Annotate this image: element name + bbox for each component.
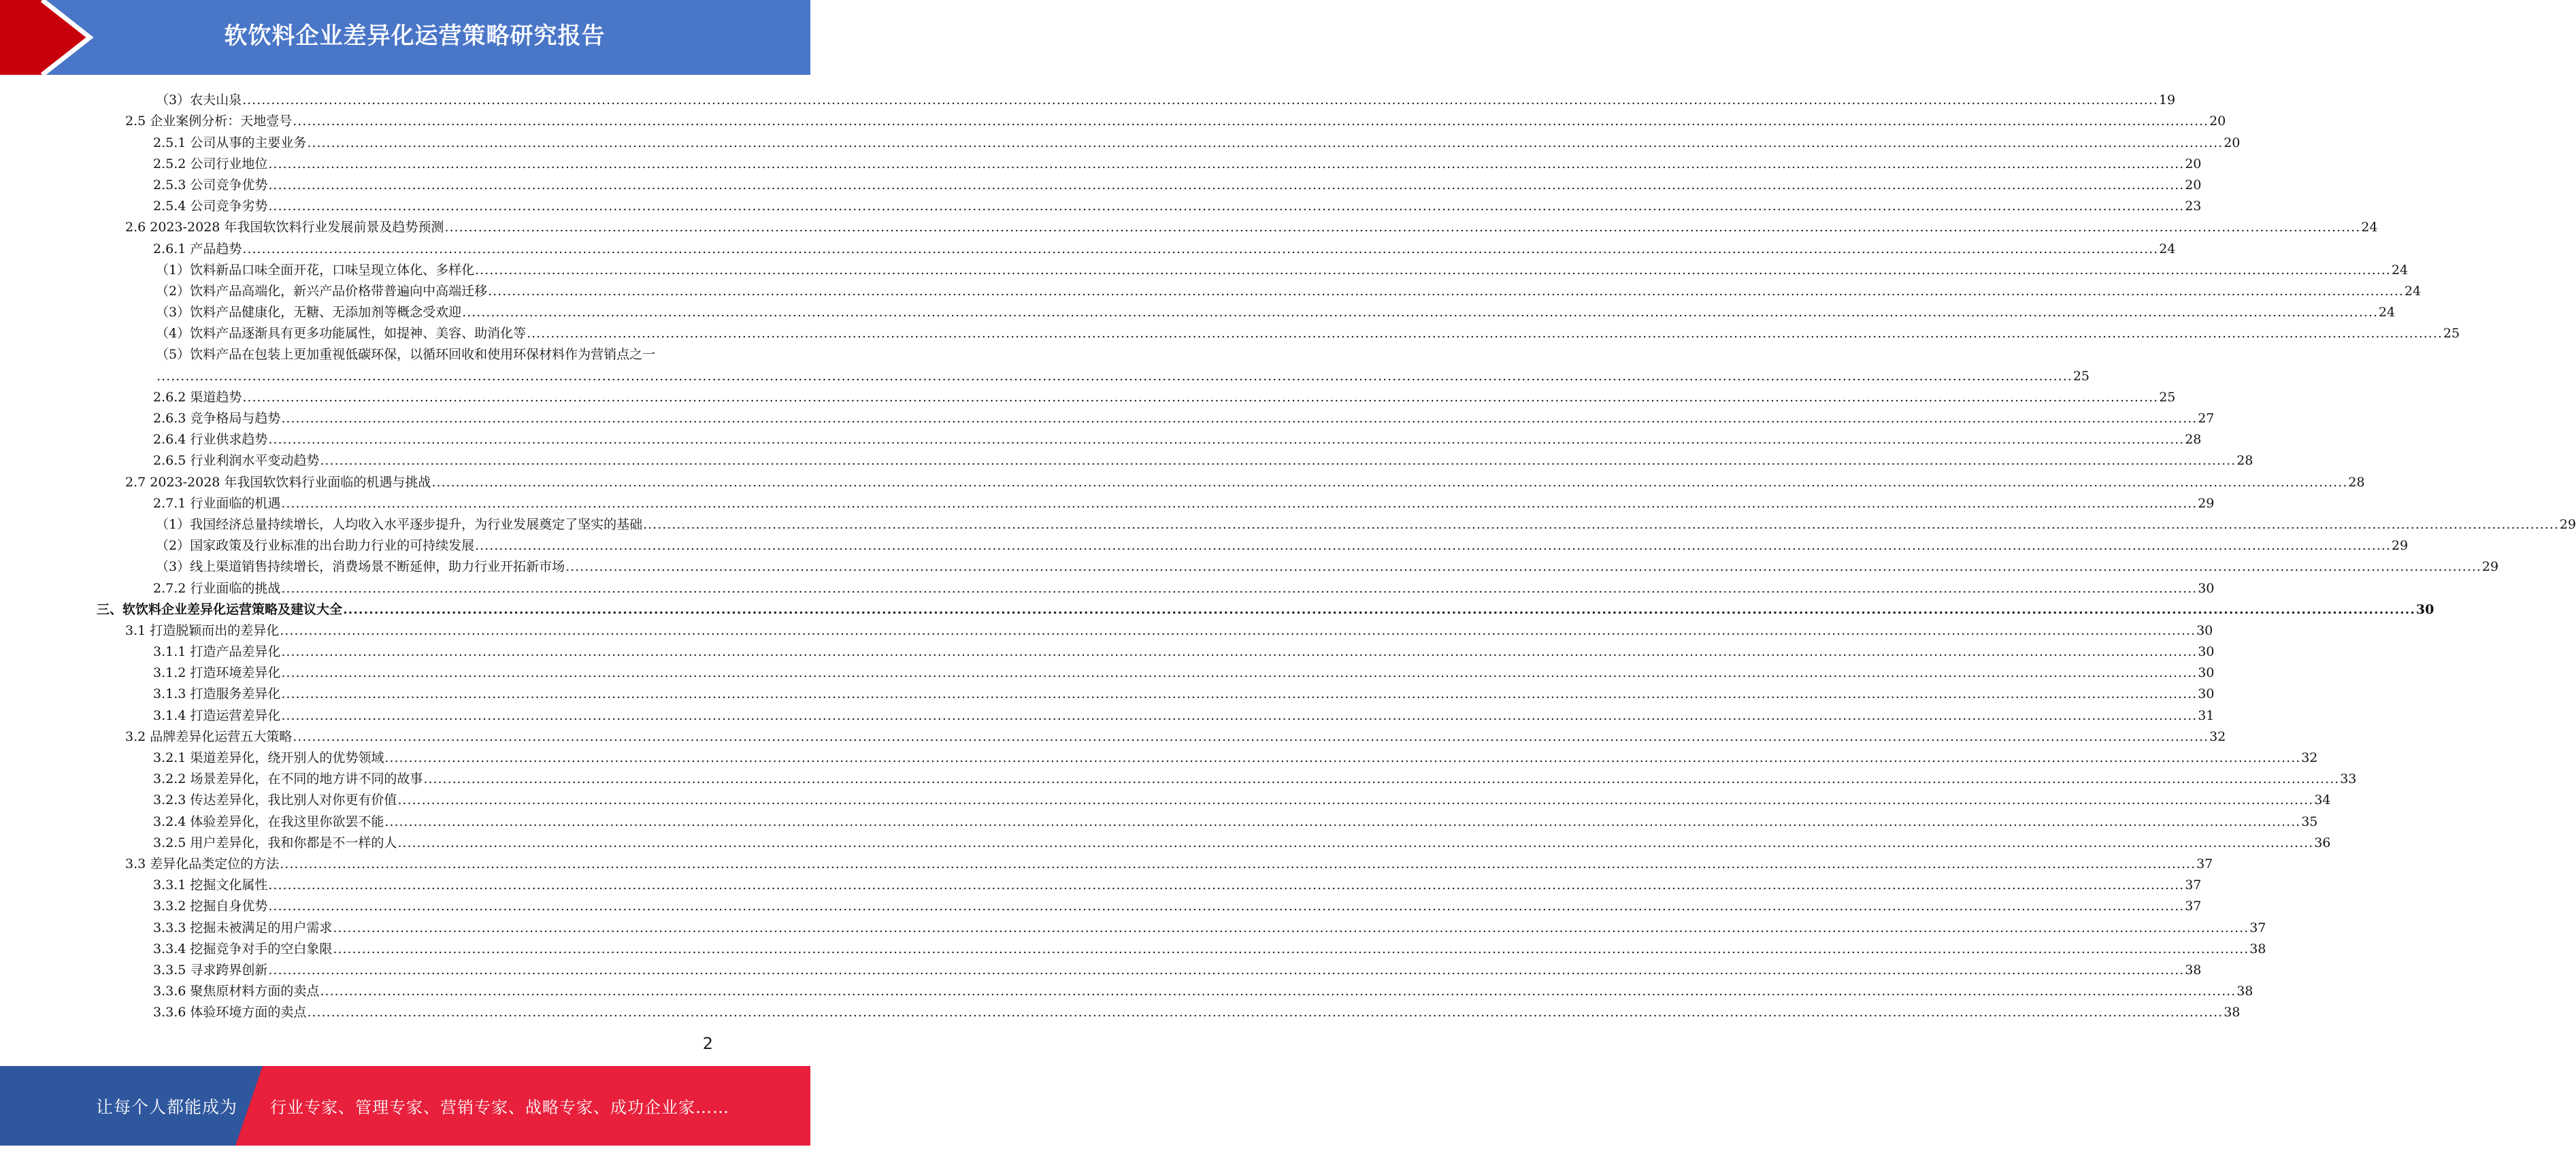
toc-entry-title: 2.6 2023-2028 年我国软饮料行业发展前景及趋势预测: [125, 220, 444, 235]
toc-entry-page: 30: [2196, 622, 2213, 638]
toc-entry-title: 2.6.3 竞争格局与趋势: [153, 411, 281, 426]
toc-leader-dots: ................................................................................................................................................................................................................................................................................................................................................................................................................: [384, 814, 2301, 829]
toc-entry-page: 25: [2443, 326, 2460, 342]
page-header: [0, 0, 810, 75]
toc-entry-title: 2.7.2 行业面临的挑战: [153, 580, 281, 596]
toc-entry[interactable]: [0, 935, 2266, 956]
toc-entry[interactable]: [0, 723, 2226, 744]
toc-entry-title: 2.7 2023-2028 年我国软饮料行业面临的机遇与挑战: [125, 474, 431, 490]
toc-leader-dots: ................................................................................................................................................................................................................................................................................................................................................................................................................: [242, 93, 2158, 108]
toc-entry[interactable]: [0, 511, 2576, 532]
toc-entry-page: 19: [2158, 93, 2176, 108]
toc-entry-title: 2.7.1 行业面临的机遇: [153, 495, 281, 511]
toc-entry[interactable]: [0, 256, 2409, 278]
toc-entry-page: 24: [2404, 283, 2422, 299]
toc-entry-page: 38: [2249, 941, 2266, 956]
toc-entry[interactable]: [0, 786, 2331, 808]
toc-entry-page: 30: [2198, 686, 2215, 702]
toc-entry-title: 2.5 企业案例分析：天地壹号: [125, 114, 293, 129]
toc-entry[interactable]: [0, 829, 2331, 850]
toc-entry-page: 20: [2209, 114, 2226, 129]
toc-entry-page: 32: [2209, 729, 2226, 744]
toc-leader-dots: ................................................................................................................................................................................................................................................................................................................................................................................................................: [281, 665, 2198, 681]
toc-leader-dots: ................................................................................................................................................................................................................................................................................................................................................................................................................: [268, 432, 2185, 448]
toc-entry-title: 三、软饮料企业差异化运营策略及建议大全: [97, 601, 343, 617]
toc-entry-title: （2）饮料产品高端化，新兴产品价格带普遍向中高端迁移: [156, 283, 488, 299]
toc-entry-page: 37: [2249, 920, 2266, 935]
toc-leader-dots: ................................................................................................................................................................................................................................................................................................................................................................................................................: [268, 199, 2185, 214]
toc-leader-dots: ................................................................................................................................................................................................................................................................................................................................................................................................................: [444, 220, 2361, 235]
toc-entry[interactable]: [0, 914, 2266, 935]
toc-leader-dots: ................................................................................................................................................................................................................................................................................................................................................................................................................: [268, 878, 2185, 893]
toc-entry-title: 3.2.4 体验差异化，在我这里你欲罢不能: [153, 814, 384, 829]
toc-entry[interactable]: [0, 278, 2422, 299]
toc-entry-title: 3.2.3 传达差异化，我比别人对你更有价值: [153, 793, 397, 808]
toc-entry-title: （3）线上渠道销售持续增长，消费场景不断延伸，助力行业开拓新市场: [156, 559, 565, 575]
toc-leader-dots: ................................................................................................................................................................................................................................................................................................................................................................................................................: [281, 644, 2198, 660]
toc-entry-page: 37: [2185, 899, 2202, 914]
toc-entry-page: 25: [2159, 389, 2176, 405]
page-number: 2: [702, 1034, 713, 1053]
toc-entry[interactable]: [0, 129, 2241, 150]
toc-entry-title: 3.3.4 挖掘竞争对手的空白象限: [153, 941, 333, 956]
toc-entry-page: 24: [2391, 262, 2409, 278]
toc-entry[interactable]: [0, 171, 2202, 193]
toc-entry[interactable]: [0, 384, 2176, 405]
toc-entry[interactable]: [0, 680, 2215, 702]
toc-entry-title: （5）饮料产品在包装上更加重视低碳环保，以循环回收和使用环保材料作为营销点之一: [156, 347, 656, 363]
toc-leader-dots: ................................................................................................................................................................................................................................................................................................................................................................................................................: [280, 856, 2196, 871]
toc-entry-title: 2.5.4 公司竞争劣势: [153, 199, 268, 214]
toc-entry-page: 24: [2378, 305, 2396, 320]
table-of-contents: [0, 86, 2576, 1020]
toc-entry-page: 25: [2073, 368, 2090, 384]
toc-entry-title: （2）国家政策及行业标准的出台助力行业的可持续发展: [156, 538, 475, 554]
toc-leader-dots: ................................................................................................................................................................................................................................................................................................................................................................................................................: [423, 771, 2340, 787]
toc-entry-title: 3.2 品牌差异化运营五大策略: [125, 729, 293, 744]
toc-entry[interactable]: [0, 850, 2213, 871]
toc-entry[interactable]: [0, 235, 2176, 256]
toc-leader-dots: ................................................................................................................................................................................................................................................................................................................................................................................................................: [397, 793, 2314, 808]
toc-leader-dots: ................................................................................................................................................................................................................................................................................................................................................................................................................: [280, 622, 2196, 638]
toc-entry-page: 34: [2314, 793, 2331, 808]
toc-entry-title: （3）饮料产品健康化，无糖、无添加剂等概念受欢迎: [156, 305, 462, 320]
toc-entry-page: 29: [2198, 495, 2215, 511]
toc-entry-page: 27: [2198, 411, 2215, 426]
toc-leader-dots: ................................................................................................................................................................................................................................................................................................................................................................................................................: [281, 580, 2198, 596]
toc-entry-title: 3.3.2 挖掘自身优势: [153, 899, 268, 914]
toc-entry-title: 3.2.5 用户差异化，我和你都是不一样的人: [153, 835, 397, 850]
toc-leader-dots: ................................................................................................................................................................................................................................................................................................................................................................................................................: [281, 686, 2198, 702]
toc-entry-title: 3.3.5 寻求跨界创新: [153, 962, 268, 978]
toc-entry-page: 23: [2185, 199, 2202, 214]
toc-leader-dots: ................................................................................................................................................................................................................................................................................................................................................................................................................: [397, 835, 2314, 850]
toc-leader-dots: ................................................................................................................................................................................................................................................................................................................................................................................................................: [320, 984, 2236, 999]
toc-entry[interactable]: [0, 405, 2215, 426]
toc-entry-title: 2.5.3 公司竞争优势: [153, 177, 268, 193]
toc-leader-dots: ................................................................................................................................................................................................................................................................................................................................................................................................................: [320, 453, 2236, 469]
toc-entry-title: 3.3.1 挖掘文化属性: [153, 878, 268, 893]
toc-entry[interactable]: [0, 193, 2202, 214]
toc-entry-title: 3.3.6 体验环境方面的卖点: [153, 1005, 307, 1020]
footer-slogan-right: 行业专家、管理专家、营销专家、战略专家、成功企业家……: [270, 1098, 729, 1117]
toc-leader-dots: ................................................................................................................................................................................................................................................................................................................................................................................................................: [475, 538, 2391, 554]
toc-entry[interactable]: [0, 553, 2499, 575]
toc-leader-dots: ................................................................................................................................................................................................................................................................................................................................................................................................................: [475, 262, 2391, 278]
toc-leader-dots: ................................................................................................................................................................................................................................................................................................................................................................................................................: [333, 920, 2249, 935]
toc-entry-title: 2.6.5 行业利润水平变动趋势: [153, 453, 320, 469]
toc-entry-page: 29: [2391, 538, 2409, 554]
toc-entry[interactable]: [0, 299, 2396, 320]
toc-entry[interactable]: [0, 617, 2213, 638]
toc-entry-page: 38: [2185, 962, 2202, 978]
toc-entry[interactable]: [0, 532, 2409, 554]
toc-entry[interactable]: [0, 871, 2202, 893]
toc-entry-page: 24: [2361, 220, 2378, 235]
toc-entry-title: （1）我国经济总量持续增长，人均收入水平逐步提升，为行业发展奠定了坚实的基础: [156, 516, 643, 532]
toc-entry-page: 37: [2185, 878, 2202, 893]
toc-leader-dots: ................................................................................................................................................................................................................................................................................................................................................................................................................: [307, 135, 2224, 150]
footer-slogan-left: 让每个人都能成为: [96, 1097, 238, 1117]
toc-leader-dots: ................................................................................................................................................................................................................................................................................................................................................................................................................: [431, 474, 2348, 490]
toc-entry-page: 20: [2224, 135, 2241, 150]
toc-leader-dots: ................................................................................................................................................................................................................................................................................................................................................................................................................: [281, 411, 2198, 426]
toc-entry-page: 28: [2185, 432, 2202, 448]
toc-leader-dots: ................................................................................................................................................................................................................................................................................................................................................................................................................: [281, 495, 2198, 511]
toc-entry-page: 28: [2236, 453, 2253, 469]
toc-leader-dots: ................................................................................................................................................................................................................................................................................................................................................................................................................: [242, 389, 2159, 405]
toc-entry-title: 2.5.1 公司从事的主要业务: [153, 135, 307, 150]
toc-entry-title: 2.5.2 公司行业地位: [153, 156, 268, 171]
toc-entry-title: 3.3.6 聚焦原材料方面的卖点: [153, 984, 320, 999]
toc-entry[interactable]: [0, 765, 2357, 787]
toc-entry-page: 20: [2185, 177, 2202, 193]
toc-entry-title: 2.6.4 行业供求趋势: [153, 432, 268, 448]
toc-entry-page: 29: [2559, 516, 2576, 532]
toc-leader-dots: ................................................................................................................................................................................................................................................................................................................................................................................................................: [565, 559, 2481, 575]
toc-leader-dots: ................................................................................................................................................................................................................................................................................................................................................................................................................: [488, 283, 2404, 299]
toc-entry-page: 36: [2314, 835, 2331, 850]
toc-leader-dots: ................................................................................................................................................................................................................................................................................................................................................................................................................: [281, 707, 2198, 723]
toc-entry-title: （1）饮料新品口味全面开花，口味呈现立体化、多样化: [156, 262, 475, 278]
toc-entry-title: （4）饮料产品逐渐具有更多功能属性，如提神、美容、助消化等: [156, 326, 527, 342]
toc-leader-dots: ................................................................................................................................................................................................................................................................................................................................................................................................................: [293, 729, 2209, 744]
toc-entry-title: 2.6.2 渠道趋势: [153, 389, 242, 405]
toc-entry-title: 3.3.3 挖掘未被满足的用户需求: [153, 920, 333, 935]
toc-entry[interactable]: [0, 150, 2202, 171]
document-title: 软饮料企业差异化运营策略研究报告: [224, 22, 606, 50]
toc-entry[interactable]: [0, 107, 2226, 129]
toc-entry[interactable]: [0, 362, 2090, 384]
toc-leader-dots: ................................................................................................................................................................................................................................................................................................................................................................................................................: [242, 241, 2159, 256]
toc-entry[interactable]: [0, 807, 2318, 829]
toc-leader-dots: ................................................................................................................................................................................................................................................................................................................................................................................................................: [527, 326, 2443, 342]
toc-leader-dots: ................................................................................................................................................................................................................................................................................................................................................................................................................: [384, 750, 2301, 765]
toc-entry-title: 2.6.1 产品趋势: [153, 241, 242, 256]
toc-entry-page: 29: [2481, 559, 2499, 575]
toc-leader-dots: ................................................................................................................................................................................................................................................................................................................................................................................................................: [462, 305, 2378, 320]
toc-entry-page: 30: [2415, 601, 2434, 617]
toc-entry-page: 38: [2236, 984, 2253, 999]
toc-entry-page: 30: [2198, 580, 2215, 596]
toc-entry-page: 28: [2348, 474, 2365, 490]
toc-entry[interactable]: [0, 659, 2215, 681]
toc-entry[interactable]: [0, 596, 2434, 617]
toc-entry[interactable]: [0, 447, 2253, 469]
toc-entry[interactable]: [0, 320, 2460, 342]
toc-entry-title: 3.2.1 渠道差异化，绕开别人的优势领域: [153, 750, 384, 765]
toc-entry-title: （3）农夫山泉: [156, 93, 242, 108]
page-footer: [0, 1066, 810, 1146]
toc-leader-dots: ................................................................................................................................................................................................................................................................................................................................................................................................................: [156, 368, 2073, 384]
toc-entry[interactable]: [0, 893, 2202, 914]
toc-entry[interactable]: [0, 214, 2378, 235]
toc-entry[interactable]: [0, 978, 2253, 999]
toc-entry[interactable]: [0, 999, 2241, 1020]
toc-entry[interactable]: [0, 638, 2215, 660]
toc-entry-title: 3.1 打造脱颖而出的差异化: [125, 622, 280, 638]
toc-entry-page: 33: [2340, 771, 2357, 787]
toc-entry-title: 3.1.4 打造运营差异化: [153, 707, 281, 723]
toc-leader-dots: ................................................................................................................................................................................................................................................................................................................................................................................................................: [293, 114, 2209, 129]
toc-entry-page: 20: [2185, 156, 2202, 171]
toc-entry[interactable]: [0, 86, 2176, 108]
toc-leader-dots: ................................................................................................................................................................................................................................................................................................................................................................................................................: [268, 962, 2185, 978]
toc-entry-page: 24: [2159, 241, 2176, 256]
toc-entry[interactable]: [0, 701, 2215, 723]
toc-entry[interactable]: [0, 744, 2318, 765]
toc-entry-title: 3.1.1 打造产品差异化: [153, 644, 281, 660]
toc-entry-page: 32: [2301, 750, 2318, 765]
toc-entry-page: 30: [2198, 644, 2215, 660]
toc-entry-page: 38: [2224, 1005, 2241, 1020]
toc-entry[interactable]: [0, 490, 2215, 511]
toc-entry[interactable]: [0, 341, 810, 362]
toc-entry[interactable]: [0, 956, 2202, 978]
toc-leader-dots: ................................................................................................................................................................................................................................................................................................................................................................................................................: [268, 899, 2185, 914]
toc-leader-dots: ................................................................................................................................................................................................................................................................................................................................................................................................................: [307, 1005, 2224, 1020]
toc-entry-title: 3.1.3 打造服务差异化: [153, 686, 281, 702]
toc-entry-title: 3.3 差异化品类定位的方法: [125, 856, 280, 871]
toc-leader-dots: ................................................................................................................................................................................................................................................................................................................................................................................................................: [268, 177, 2185, 193]
toc-entry-page: 30: [2198, 665, 2215, 681]
toc-entry-title: 3.1.2 打造环境差异化: [153, 665, 281, 681]
toc-entry[interactable]: [0, 426, 2202, 448]
toc-entry-page: 37: [2196, 856, 2213, 871]
toc-leader-dots: ................................................................................................................................................................................................................................................................................................................................................................................................................: [268, 156, 2185, 171]
toc-entry[interactable]: [0, 468, 2365, 490]
toc-entry-page: 35: [2301, 814, 2318, 829]
toc-leader-dots: ................................................................................................................................................................................................................................................................................................................................................................................................................: [333, 941, 2249, 956]
toc-entry[interactable]: [0, 574, 2215, 596]
toc-entry-page: 31: [2198, 707, 2215, 723]
toc-leader-dots: ................................................................................................................................................................................................................................................................................................................................................................................................................: [643, 516, 2559, 532]
toc-entry-title: 3.2.2 场景差异化，在不同的地方讲不同的故事: [153, 771, 423, 787]
toc-leader-dots: ................................................................................................................................................................................................................................................................................................................................................................................................................: [343, 601, 2415, 617]
